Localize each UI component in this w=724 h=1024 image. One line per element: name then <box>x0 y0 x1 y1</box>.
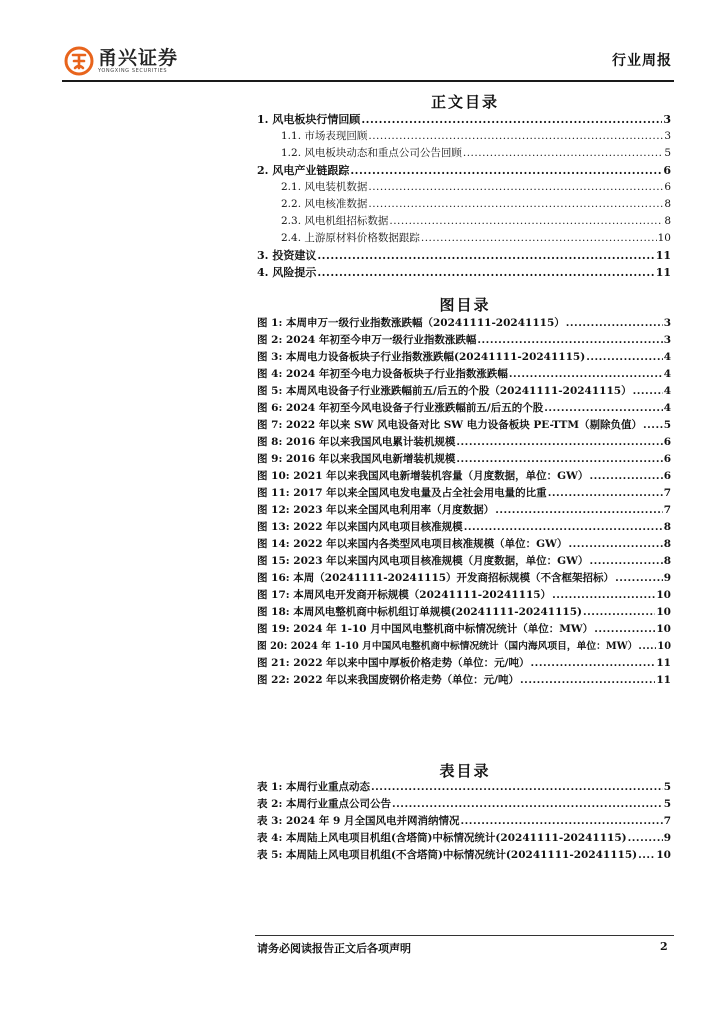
toc-main-list <box>257 111 671 281</box>
toc-leader-dots <box>615 572 663 584</box>
toc-entry-label: 图 19: 2024 年 1-10 月中国风电整机商中标情况统计（单位：MW） <box>257 623 594 635</box>
toc-entry-page: 3 <box>663 113 671 126</box>
toc-leader-dots <box>392 798 663 810</box>
toc-leader-dots <box>464 521 663 533</box>
toc-leader-dots <box>368 198 663 210</box>
toc-entry-page: 8 <box>663 521 671 533</box>
toc-entry-page: 9 <box>663 832 671 844</box>
toc-leader-dots <box>317 249 654 262</box>
toc-tables-title: 表目录 <box>439 762 491 780</box>
toc-entry-label: 2.2. 风电核准数据 <box>281 198 368 210</box>
toc-entry-label: 1.2. 风电板块动态和重点公司公告回顾 <box>281 147 462 159</box>
toc-entry[interactable] <box>257 315 671 332</box>
toc-entry[interactable] <box>257 434 671 451</box>
toc-entry-label: 3. 投资建议 <box>257 249 317 262</box>
toc-entry[interactable] <box>257 332 671 349</box>
toc-entry[interactable] <box>257 604 671 621</box>
logo-chinese-name: 甬兴证券 <box>98 46 179 69</box>
toc-entry-page: 5 <box>663 781 671 793</box>
toc-leader-dots <box>350 164 662 177</box>
toc-entry-label: 图 8: 2016 年以来我国风电累计装机规模 <box>257 436 456 448</box>
toc-entry-label: 图 12: 2023 年以来全国风电利用率（月度数据） <box>257 504 495 516</box>
toc-entry-label: 图 11: 2017 年以来全国风电发电量及占全社会用电量的比重 <box>257 487 547 499</box>
logo-english-name: YONGXING SECURITIES <box>98 67 168 74</box>
toc-entry[interactable] <box>257 672 671 689</box>
toc-entry-page: 3 <box>663 334 671 346</box>
toc-leader-dots <box>548 487 663 499</box>
toc-entry-page: 6 <box>663 164 671 177</box>
toc-leader-dots <box>544 402 662 414</box>
toc-entry-page: 11 <box>656 657 671 669</box>
toc-entry[interactable] <box>257 519 671 536</box>
toc-entry-page: 7 <box>663 487 671 499</box>
toc-entry[interactable] <box>257 502 671 519</box>
toc-entry-page: 11 <box>655 266 671 279</box>
toc-leader-dots <box>509 368 663 380</box>
toc-entry-page: 8 <box>664 215 671 227</box>
report-type-label: 行业周报 <box>612 53 672 69</box>
toc-entry-page: 8 <box>664 198 671 210</box>
toc-leader-dots <box>583 606 655 618</box>
toc-entry[interactable] <box>257 196 671 213</box>
toc-entry-page: 4 <box>663 402 671 414</box>
toc-tables-list <box>257 779 671 864</box>
toc-leader-dots <box>638 641 656 652</box>
toc-figures-title: 图目录 <box>439 296 491 314</box>
toc-entry-label: 1. 风电板块行情回顾 <box>257 113 361 126</box>
toc-entry[interactable] <box>257 468 671 485</box>
toc-entry-label: 图 20: 2024 年 1-10 月中国风电整机商中标情况统计（国内海风项目，单位：MW） <box>257 641 638 652</box>
toc-entry-label: 表 5: 本周陆上风电项目机组(不含塔筒)中标情况统计(20241111-20241115) <box>257 849 638 861</box>
toc-entry-label: 图 21: 2022 年以来中国中厚板价格走势（单位：元/吨） <box>257 657 530 669</box>
toc-leader-dots <box>628 832 663 844</box>
toc-entry[interactable] <box>257 553 671 570</box>
toc-entry-page: 5 <box>663 419 671 431</box>
toc-entry-label: 4. 风险提示 <box>257 266 317 279</box>
toc-leader-dots <box>566 317 663 329</box>
toc-entry-page: 8 <box>663 538 671 550</box>
toc-entry[interactable] <box>257 264 671 281</box>
toc-entry[interactable] <box>257 485 671 502</box>
toc-entry[interactable] <box>257 145 671 162</box>
toc-leader-dots <box>568 538 662 550</box>
toc-entry[interactable] <box>257 570 671 587</box>
toc-leader-dots <box>361 113 662 126</box>
toc-entry[interactable] <box>257 383 671 400</box>
toc-entry-page: 6 <box>663 436 671 448</box>
toc-entry[interactable] <box>257 349 671 366</box>
toc-entry[interactable] <box>257 830 671 847</box>
toc-entry-page: 6 <box>663 453 671 465</box>
toc-entry-page: 3 <box>664 130 671 142</box>
logo-mark-icon <box>64 46 94 76</box>
toc-leader-dots <box>368 130 663 142</box>
toc-leader-dots <box>461 815 663 827</box>
toc-entry[interactable] <box>257 536 671 553</box>
toc-entry-label: 表 2: 本周行业重点公司公告 <box>257 798 391 810</box>
toc-leader-dots <box>589 470 662 482</box>
toc-entry-page: 11 <box>656 674 671 686</box>
toc-leader-dots <box>638 849 655 861</box>
toc-entry-page: 11 <box>655 249 671 262</box>
toc-entry-page: 3 <box>663 317 671 329</box>
toc-entry-label: 图 22: 2022 年以来我国废钢价格走势（单位：元/吨） <box>257 674 520 686</box>
toc-entry-page: 5 <box>663 798 671 810</box>
toc-leader-dots <box>389 215 663 227</box>
toc-entry[interactable] <box>257 796 671 813</box>
toc-entry-page: 10 <box>656 589 671 601</box>
toc-entry[interactable] <box>257 655 671 672</box>
toc-leader-dots <box>317 266 654 279</box>
toc-leader-dots <box>643 419 663 431</box>
toc-entry[interactable] <box>257 111 671 128</box>
toc-entry[interactable] <box>257 128 671 145</box>
toc-entry-page: 10 <box>656 623 671 635</box>
toc-leader-dots <box>421 232 657 244</box>
toc-leader-dots <box>495 504 663 516</box>
toc-entry-label: 图 13: 2022 年以来国内风电项目核准规模 <box>257 521 463 533</box>
toc-leader-dots <box>531 657 656 669</box>
toc-entry-page: 4 <box>663 351 671 363</box>
toc-figures-list <box>257 315 671 689</box>
toc-entry-label: 1.1. 市场表现回顾 <box>281 130 368 142</box>
toc-entry-label: 图 15: 2023 年以来国内风电项目核准规模（月度数据，单位：GW） <box>257 555 589 567</box>
toc-entry-label: 图 17: 本周风电开发商开标规模（20241111-20241115） <box>257 589 552 601</box>
toc-leader-dots <box>633 385 663 397</box>
toc-entry-page: 6 <box>663 470 671 482</box>
toc-entry-page: 10 <box>656 606 671 618</box>
toc-entry-page: 7 <box>663 504 671 516</box>
toc-entry[interactable] <box>257 638 671 655</box>
toc-entry[interactable] <box>257 621 671 638</box>
footer-disclaimer: 请务必阅读报告正文后各项声明 <box>257 942 411 955</box>
toc-entry-label: 表 3: 2024 年 9 月全国风电并网消纳情况 <box>257 815 460 827</box>
toc-entry[interactable] <box>257 400 671 417</box>
toc-entry[interactable] <box>257 451 671 468</box>
toc-entry[interactable] <box>257 213 671 230</box>
toc-entry-page: 9 <box>663 572 671 584</box>
toc-leader-dots <box>552 589 655 601</box>
toc-entry-label: 图 7: 2022 年以来 SW 风电设备对比 SW 电力设备板块 PE-TTM（剔除负值） <box>257 419 642 431</box>
toc-entry-page: 8 <box>663 555 671 567</box>
toc-entry-label: 图 18: 本周风电整机商中标机组订单规模(20241111-20241115) <box>257 606 582 618</box>
toc-entry[interactable] <box>257 162 671 179</box>
toc-leader-dots <box>371 781 663 793</box>
toc-entry[interactable] <box>257 587 671 604</box>
toc-entry-page: 10 <box>656 849 671 861</box>
toc-entry-label: 图 4: 2024 年初至今电力设备板块子行业指数涨跌幅 <box>257 368 508 380</box>
toc-entry-label: 图 1: 本周申万一级行业指数涨跌幅（20241111-20241115） <box>257 317 565 329</box>
toc-entry[interactable] <box>257 847 671 864</box>
toc-entry-page: 5 <box>664 147 671 159</box>
page-header <box>64 44 672 80</box>
toc-entry-label: 图 2: 2024 年初至今申万一级行业指数涨跌幅 <box>257 334 477 346</box>
toc-entry-label: 图 6: 2024 年初至今风电设备子行业涨跌幅前五/后五的个股 <box>257 402 544 414</box>
toc-entry-label: 表 4: 本周陆上风电项目机组(含塔筒)中标情况统计(20241111-20241115) <box>257 832 627 844</box>
toc-entry-label: 图 9: 2016 年以来我国风电新增装机规模 <box>257 453 456 465</box>
toc-leader-dots <box>368 181 663 193</box>
toc-entry-label: 图 3: 本周电力设备板块子行业指数涨跌幅(20241111-20241115) <box>257 351 586 363</box>
toc-leader-dots <box>463 147 663 159</box>
toc-leader-dots <box>586 351 663 363</box>
toc-entry-label: 2.4. 上游原材料价格数据跟踪 <box>281 232 420 244</box>
toc-entry-label: 图 14: 2022 年以来国内各类型风电项目核准规模（单位：GW） <box>257 538 568 550</box>
toc-leader-dots <box>594 623 655 635</box>
toc-entry-label: 2.1. 风电装机数据 <box>281 181 368 193</box>
toc-entry[interactable] <box>257 813 671 830</box>
header-divider <box>62 80 674 82</box>
toc-entry-page: 10 <box>657 641 671 652</box>
toc-entry-label: 表 1: 本周行业重点动态 <box>257 781 370 793</box>
toc-leader-dots <box>456 453 662 465</box>
toc-entry-label: 2.3. 风电机组招标数据 <box>281 215 389 227</box>
toc-entry-page: 6 <box>664 181 671 193</box>
toc-entry[interactable] <box>257 179 671 196</box>
company-logo <box>64 46 178 76</box>
toc-entry[interactable] <box>257 417 671 434</box>
toc-entry-page: 7 <box>663 815 671 827</box>
toc-entry-label: 图 5: 本周风电设备子行业涨跌幅前五/后五的个股（20241111-20241115） <box>257 385 632 397</box>
footer-page-number: 2 <box>660 940 668 953</box>
footer-divider <box>255 935 674 936</box>
toc-entry-page: 10 <box>657 232 671 244</box>
toc-entry-label: 图 16: 本周（20241111-20241115）开发商招标规模（不含框架招标） <box>257 572 615 584</box>
toc-entry-label: 图 10: 2021 年以来我国风电新增装机容量（月度数据，单位：GW） <box>257 470 589 482</box>
toc-entry-page: 4 <box>663 385 671 397</box>
toc-entry[interactable] <box>257 230 671 247</box>
toc-entry[interactable] <box>257 366 671 383</box>
toc-leader-dots <box>456 436 662 448</box>
toc-leader-dots <box>520 674 655 686</box>
toc-entry-label: 2. 风电产业链跟踪 <box>257 164 350 177</box>
toc-entry[interactable] <box>257 779 671 796</box>
toc-entry[interactable] <box>257 247 671 264</box>
toc-entry-page: 4 <box>663 368 671 380</box>
toc-leader-dots <box>589 555 662 567</box>
toc-main-title: 正文目录 <box>430 93 499 111</box>
toc-leader-dots <box>477 334 662 346</box>
